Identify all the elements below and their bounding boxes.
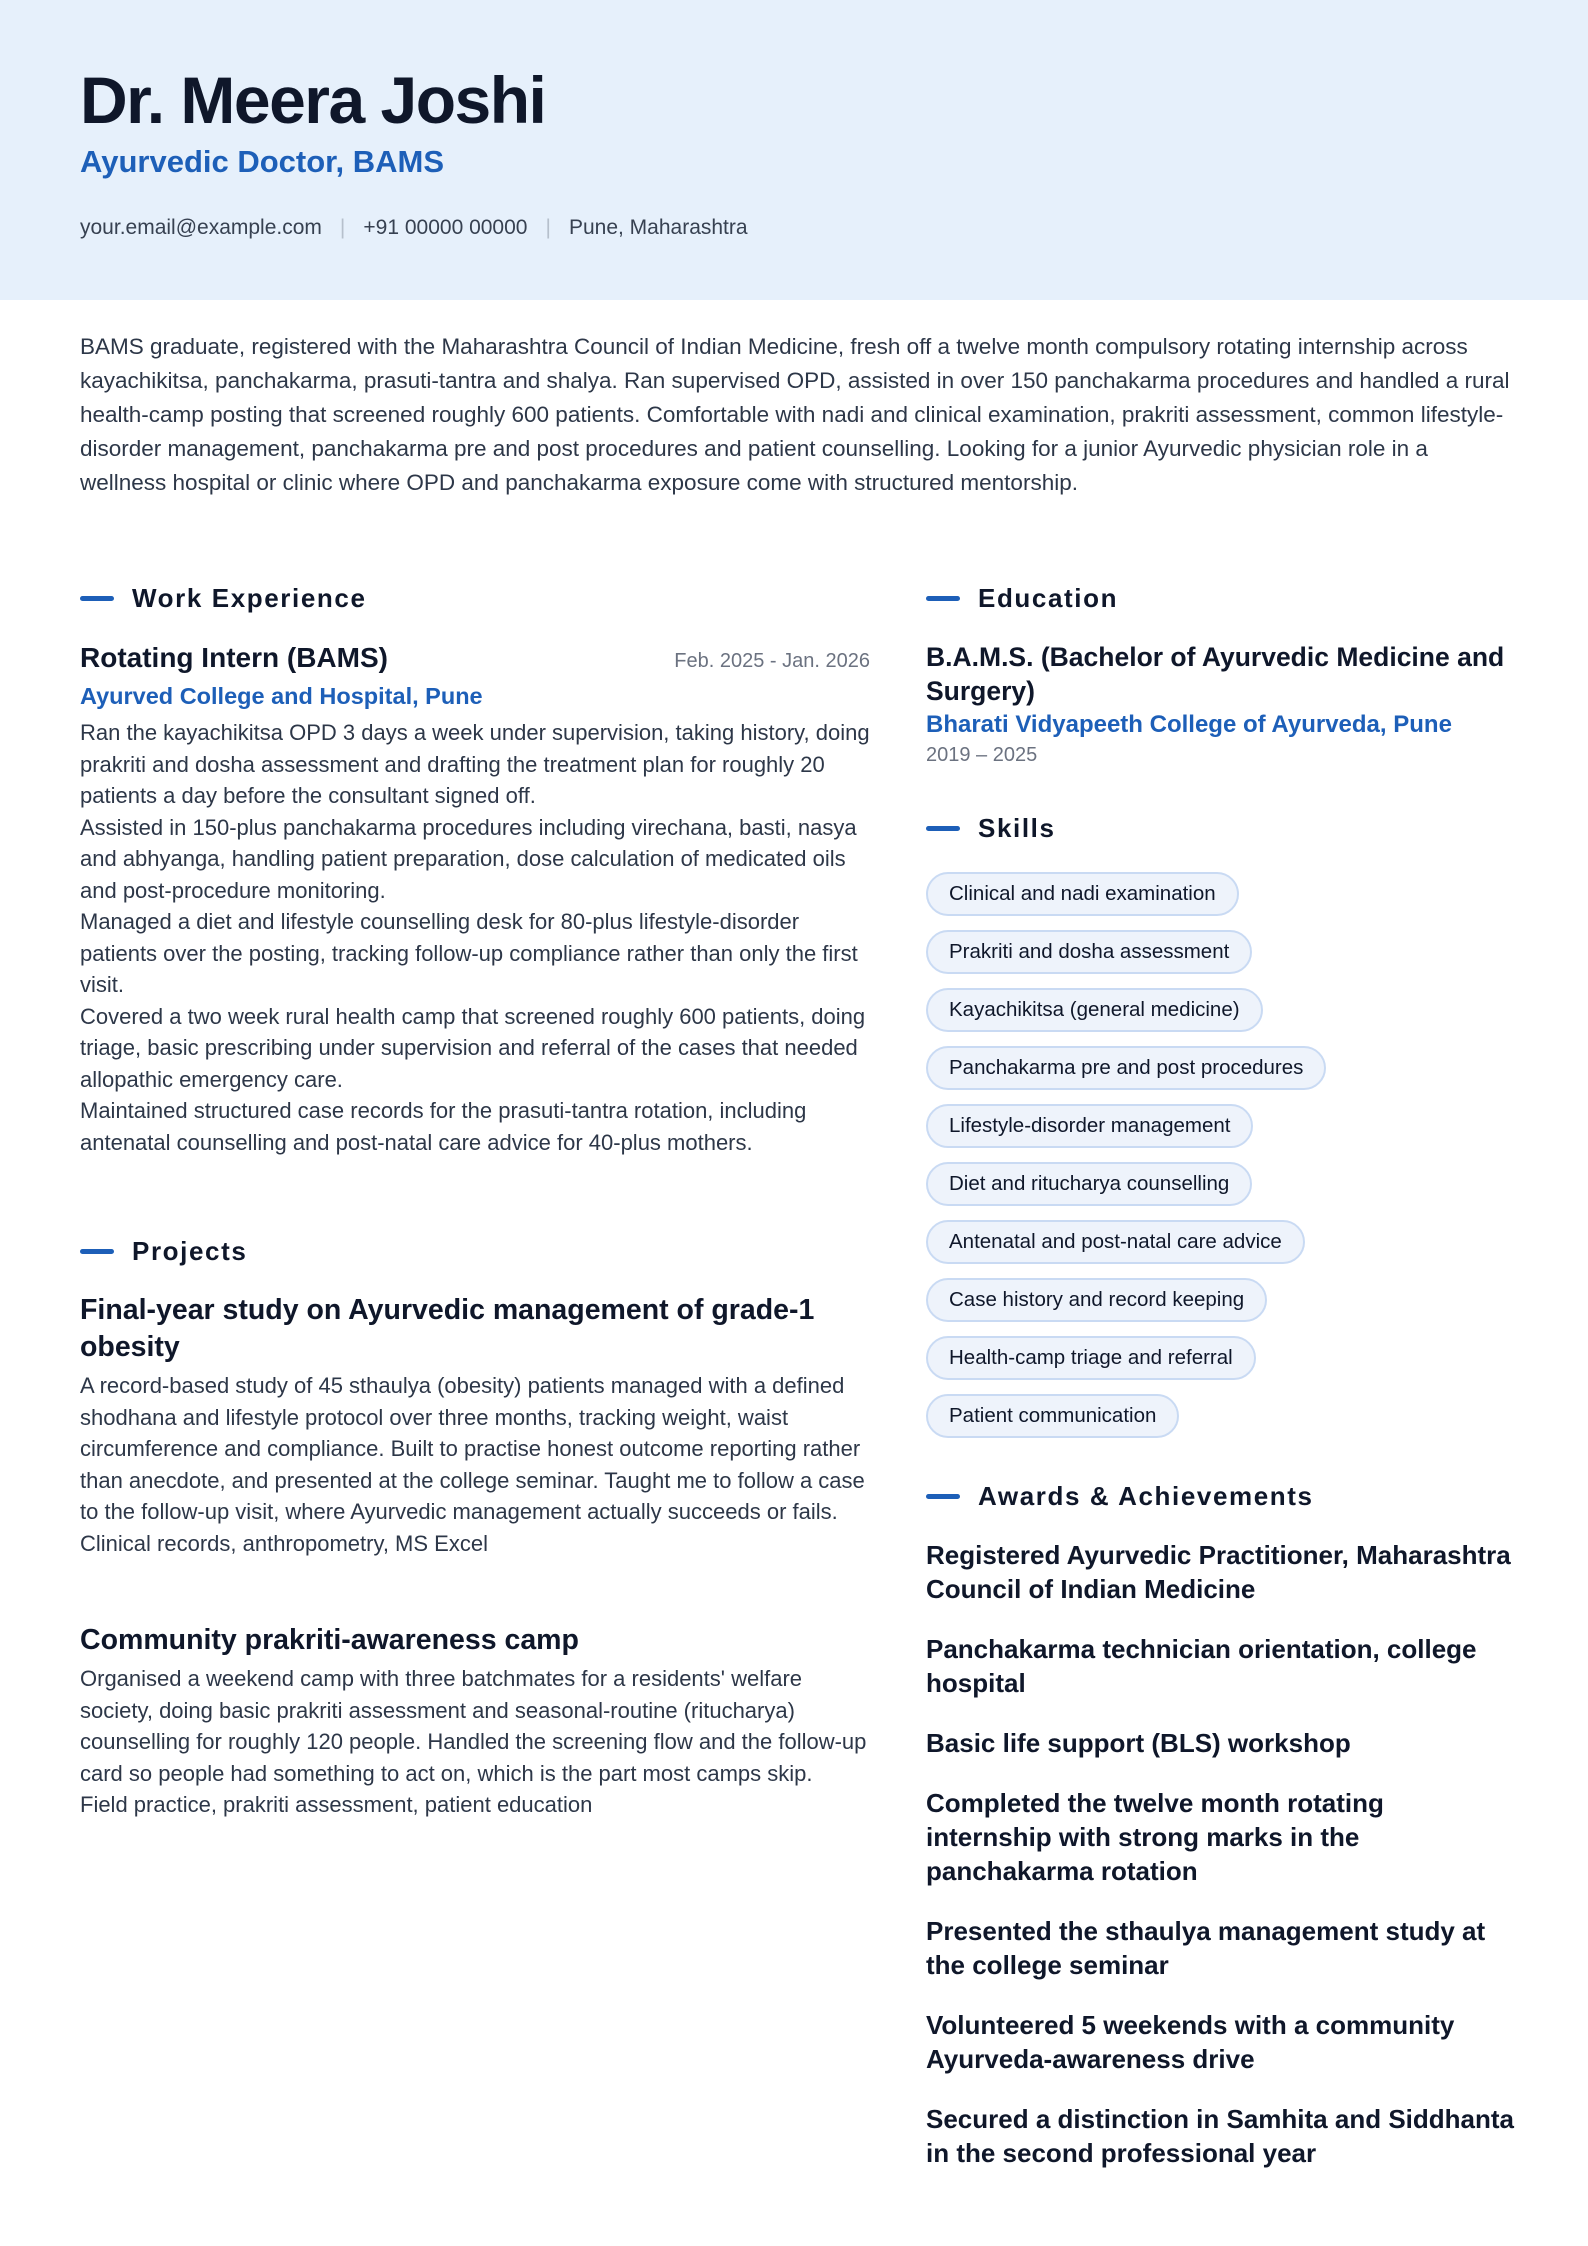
section-heading-label: Work Experience: [132, 583, 367, 613]
education-school: Bharati Vidyapeeth College of Ayurveda, Pune: [926, 711, 1452, 738]
project-title: Community prakriti-awareness camp: [80, 1624, 579, 1656]
job-title: Rotating Intern (BAMS): [80, 642, 388, 673]
section-heading-education: [926, 581, 1118, 615]
heading-accent-bar: [80, 1249, 114, 1254]
skill-chip: Diet and ritucharya counselling: [926, 1162, 1252, 1206]
skill-chip: Panchakarma pre and post procedures: [926, 1046, 1326, 1090]
heading-accent-bar: [926, 826, 960, 831]
section-heading-label: Projects: [132, 1236, 248, 1266]
skill-chip: Patient communication: [926, 1394, 1179, 1438]
section-heading-awards: [926, 1479, 1314, 1513]
contact-line: [80, 212, 748, 244]
contact-separator: |: [339, 216, 346, 239]
skill-chip: Prakriti and dosha assessment: [926, 930, 1252, 974]
award-item: Basic life support (BLS) workshop: [926, 1728, 1351, 1758]
skill-chip: Lifestyle-disorder management: [926, 1104, 1253, 1148]
education-years: 2019 – 2025: [926, 744, 1038, 766]
job-dates: Feb. 2025 - Jan. 2026: [674, 650, 870, 672]
skill-chip: Health-camp triage and referral: [926, 1336, 1256, 1380]
job-header: [80, 640, 870, 679]
project-tools: Clinical records, anthropometry, MS Excel: [80, 1530, 488, 1556]
section-heading-work: [80, 581, 367, 615]
job-organization: Ayurved College and Hospital, Pune: [80, 683, 483, 709]
contact-email: your.email@example.com: [80, 216, 322, 239]
candidate-name: Dr. Meera Joshi: [80, 63, 546, 137]
contact-location: Pune, Maharashtra: [568, 216, 748, 239]
job-bullet: Covered a two week rural health camp that screened roughly 600 patients, doing triage, basic prescribing under supervision and referral of the cases that needed allopathic emergency care.: [80, 1003, 866, 1092]
heading-accent-bar: [926, 1494, 960, 1499]
heading-accent-bar: [926, 596, 960, 601]
work-entry: [80, 640, 870, 1158]
skill-chip: Kayachikitsa (general medicine): [926, 988, 1263, 1032]
skill-chip: Antenatal and post-natal care advice: [926, 1220, 1305, 1264]
professional-summary: BAMS graduate, registered with the Maharashtra Council of Indian Medicine, fresh off a twelve month compulsory rotating internship across kayachikitsa, panchakarma, prasuti-tantra and shalya. Ran supervised OPD, assisted in over 150 panchakarma procedures and handled a rural health-camp posting that screened roughly 600 patients. Comfortable with nadi and clinical examination, prakriti assessment, common lifestyle-disorder management, panchakarma pre and post procedures and patient counselling. Looking for a junior Ayurvedic physician role in a wellness hospital or clinic where OPD and panchakarma exposure come with structured mentorship.: [80, 334, 1510, 495]
award-item: Presented the sthaulya management study at the college seminar: [926, 1916, 1486, 1980]
section-heading-label: Skills: [978, 813, 1056, 843]
skill-chip: Case history and record keeping: [926, 1278, 1267, 1322]
job-bullets: [80, 717, 870, 1158]
heading-accent-bar: [80, 596, 114, 601]
resume-header: [0, 0, 1588, 300]
section-heading-skills: [926, 811, 1056, 845]
award-item: Registered Ayurvedic Practitioner, Maharashtra Council of Indian Medicine: [926, 1540, 1511, 1604]
skills-list: [926, 872, 1526, 1452]
contact-phone: +91 00000 00000: [363, 216, 528, 239]
job-bullet: Ran the kayachikitsa OPD 3 days a week under supervision, taking history, doing prakriti and dosha assessment and drafting the treatment plan for roughly 20 patients a day before the consultant signed off.: [80, 720, 870, 808]
award-item: Volunteered 5 weekends with a community Ayurveda-awareness drive: [926, 2010, 1455, 2074]
awards-list: [926, 1538, 1516, 2196]
project-title: Final-year study on Ayurvedic management of grade-1 obesity: [80, 1294, 815, 1363]
project-description: A record-based study of 45 sthaulya (obesity) patients managed with a defined shodhana and lifestyle protocol over three months, tracking weight, waist circumference and compliance. Built to practise honest outcome reporting rather than anecdote, and presented at the college seminar. Taught me to follow a case to the follow-up visit, where Ayurvedic management actually succeeds or fails.: [80, 1373, 865, 1524]
award-item: Panchakarma technician orientation, college hospital: [926, 1634, 1477, 1698]
award-item: Completed the twelve month rotating internship with strong marks in the panchakarma rotation: [926, 1788, 1384, 1886]
project-entry: [80, 1292, 870, 1559]
job-bullet: Maintained structured case records for the prasuti-tantra rotation, including antenatal counselling and post-natal care advice for 40-plus mothers.: [80, 1098, 807, 1155]
education-entry: [926, 640, 1516, 768]
project-tools: Field practice, prakriti assessment, patient education: [80, 1792, 593, 1817]
section-heading-label: Education: [978, 583, 1119, 613]
project-description: Organised a weekend camp with three batchmates for a residents' welfare society, doing basic prakriti assessment and seasonal-routine (ritucharya) counselling for roughly 120 people. Handled the screening flow and the follow-up card so people had something to act on, which is the part most camps skip.: [80, 1666, 867, 1786]
job-bullet: Managed a diet and lifestyle counselling desk for 80-plus lifestyle-disorder patients over the posting, tracking follow-up compliance rather than only the first visit.: [80, 909, 858, 997]
job-bullet: Assisted in 150-plus panchakarma procedures including virechana, basti, nasya and abhyanga, handling patient preparation, dose calculation of medicated oils and post-procedure monitoring.: [80, 814, 857, 903]
section-heading-label: Awards & Achievements: [978, 1481, 1314, 1511]
section-heading-projects: [80, 1234, 247, 1268]
contact-separator: |: [545, 216, 551, 239]
education-degree: B.A.M.S. (Bachelor of Ayurvedic Medicine and Surgery): [926, 642, 1505, 706]
candidate-title: Ayurvedic Doctor, BAMS: [80, 144, 445, 179]
skill-chip: Clinical and nadi examination: [926, 872, 1239, 916]
award-item: Secured a distinction in Samhita and Siddhanta in the second professional year: [926, 2104, 1514, 2168]
project-entry: [80, 1622, 870, 1821]
